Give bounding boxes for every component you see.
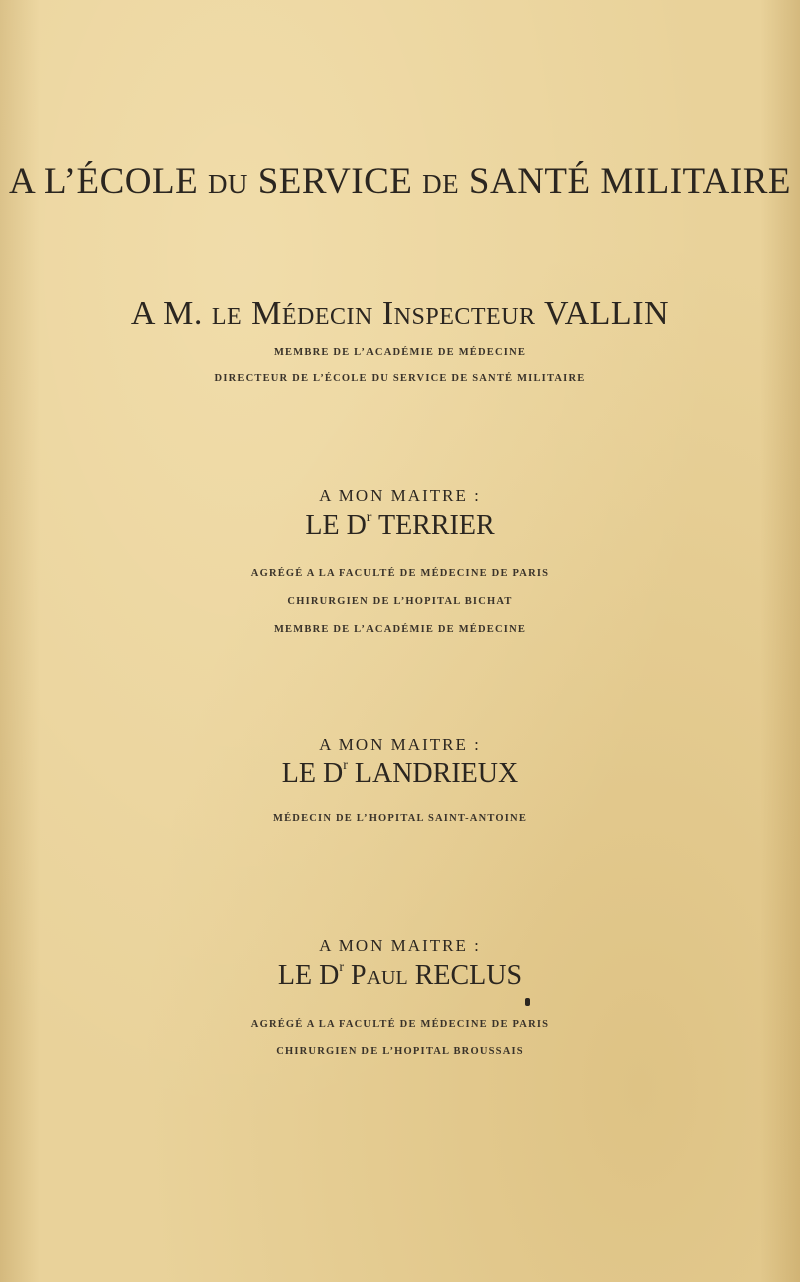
dedication2-name: TERRIER [377, 510, 495, 541]
dedication2-line3: MEMBRE DE L’ACADÉMIE DE MÉDECINE [273, 624, 527, 635]
dedication2-heading [0, 510, 800, 542]
title-du: DU [207, 169, 248, 199]
dedication2-line1: AGRÉGÉ A LA FACULTÉ DE MÉDECINE DE PARIS [250, 568, 550, 579]
dedication3-heading [0, 758, 800, 790]
dedication3-intro: A MON MAITRE : [319, 735, 481, 754]
dedication1-title: le Médecin Inspecteur [211, 295, 536, 332]
dedication3-le: LE D [281, 758, 344, 789]
title-service: SERVICE [257, 161, 413, 202]
main-title [0, 160, 800, 203]
dedication2-intro: A MON MAITRE : [319, 486, 481, 505]
dedication1-line2: DIRECTEUR DE L’ÉCOLE DU SERVICE DE SANTÉ MILITAIRE [214, 373, 586, 384]
dedication2-sup: r [366, 510, 372, 525]
dedication2-le: LE D [305, 510, 367, 541]
dedication3-line1: MÉDECIN DE L’HOPITAL SAINT-ANTOINE [272, 813, 528, 824]
dedication4-name: RECLUS [414, 960, 523, 991]
ink-speck [525, 998, 530, 1006]
dedication4-first: Paul [351, 960, 408, 991]
dedication1-line1: MEMBRE DE L’ACADÉMIE DE MÉDECINE [273, 347, 527, 358]
title-pre: A L’ÉCOLE [9, 161, 199, 202]
dedication4-sup: r [339, 960, 345, 975]
dedication2-line2: CHIRURGIEN DE L’HOPITAL BICHAT [287, 596, 513, 607]
dedication4-le: LE D [277, 960, 340, 991]
dedication1-heading [0, 295, 800, 333]
dedication4-intro: A MON MAITRE : [319, 936, 481, 955]
title-sante: SANTÉ MILITAIRE [468, 161, 791, 202]
dedication4-heading [0, 960, 800, 992]
dedication4-line1: AGRÉGÉ A LA FACULTÉ DE MÉDECINE DE PARIS [250, 1019, 550, 1030]
title-de: DE [422, 169, 460, 199]
dedication1-prefix: A M. [130, 295, 203, 332]
dedication3-sup: r [343, 758, 348, 773]
dedication3-name: LANDRIEUX [354, 758, 519, 789]
dedication1-name: VALLIN [543, 295, 670, 332]
dedication4-line2: CHIRURGIEN DE L’HOPITAL BROUSSAIS [276, 1046, 524, 1057]
